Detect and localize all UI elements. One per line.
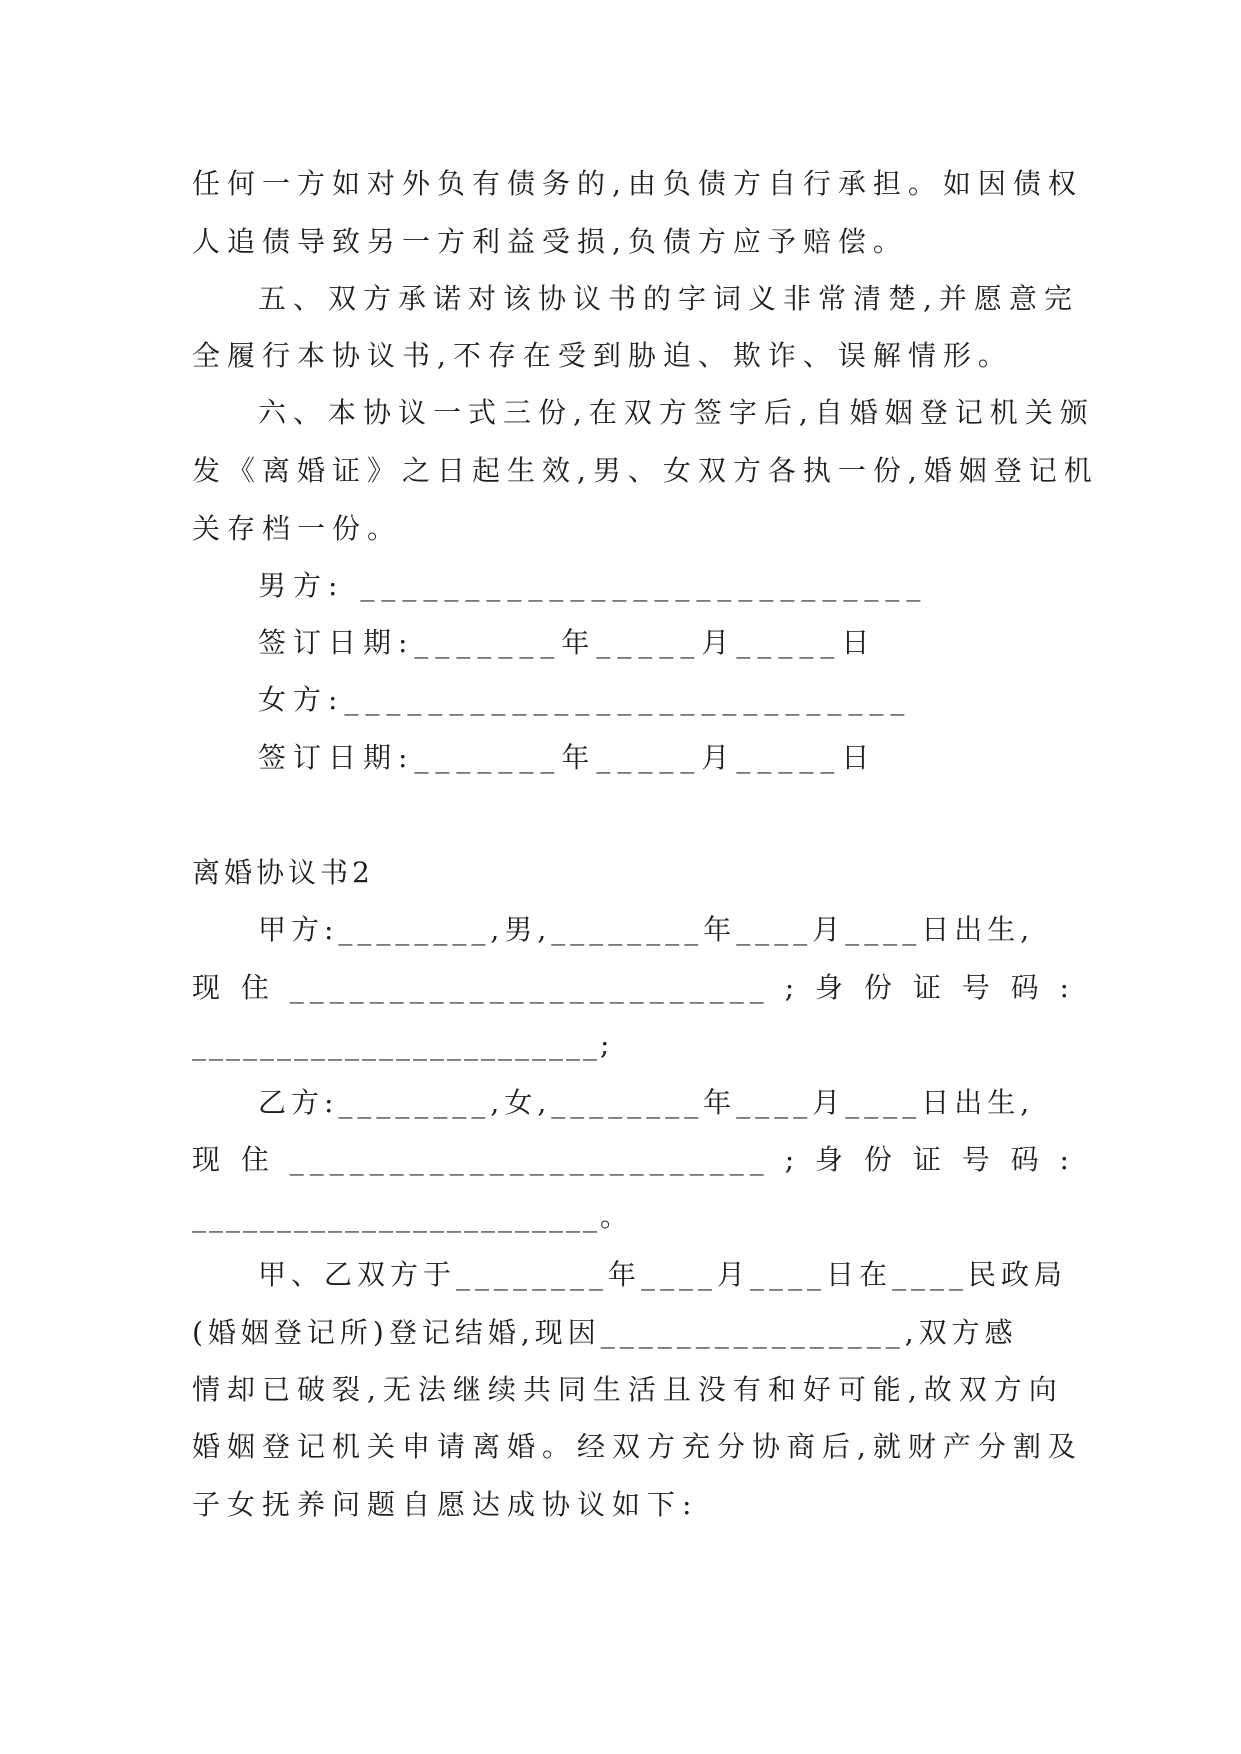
- text-line: (婚姻登记所)登记结婚,现因________________,双方感: [192, 1316, 1018, 1349]
- male-signature-line: 男方: ___________________________: [258, 569, 928, 602]
- text-line: 婚姻登记机关申请离婚。经双方充分协商后,就财产分割及: [192, 1430, 1083, 1463]
- female-sign-date-line: 签订日期:_______年_____月_____日: [258, 741, 877, 774]
- text-line: 五、双方承诺对该协议书的字词义非常清楚,并愿意完: [258, 282, 1079, 315]
- party-a-line: 甲方:________,男,________年____月____日出生,: [258, 913, 1035, 946]
- party-b-line: 乙方:________,女,________年____月____日出生,: [258, 1086, 1035, 1119]
- text-line: 子女抚养问题自愿达成协议如下:: [192, 1488, 699, 1521]
- male-sign-date-line: 签订日期:_______年_____月_____日: [258, 626, 877, 659]
- text-line: 任何一方如对外负有债务的,由负债方自行承担。如因债权: [192, 167, 1083, 200]
- section-title: 离婚协议书2: [192, 856, 374, 889]
- text-line: 甲、乙双方于________年____月____日在____民政局: [258, 1258, 1068, 1291]
- text-line: 关存档一份。: [192, 512, 403, 545]
- text-line: 全履行本协议书,不存在受到胁迫、欺诈、误解情形。: [192, 339, 1013, 372]
- party-a-address-line: 现 住 ________________________ ; 身 份 证 号 码 :: [192, 971, 1075, 1004]
- text-line: 发《离婚证》之日起生效,男、女双方各执一份,婚姻登记机: [192, 454, 1099, 487]
- party-a-id-line: ________________________;: [192, 1028, 613, 1061]
- text-line: 六、本协议一式三份,在双方签字后,自婚姻登记机关颁: [258, 396, 1095, 429]
- text-line: 人追债导致另一方利益受损,负债方应予赔偿。: [192, 225, 908, 258]
- text-line: 情却已破裂,无法继续共同生活且没有和好可能,故双方向: [192, 1373, 1064, 1406]
- female-signature-line: 女方:___________________________: [258, 683, 912, 716]
- party-b-id-line: ________________________。: [192, 1200, 632, 1233]
- party-b-address-line: 现 住 ________________________ ; 身 份 证 号 码 :: [192, 1143, 1075, 1176]
